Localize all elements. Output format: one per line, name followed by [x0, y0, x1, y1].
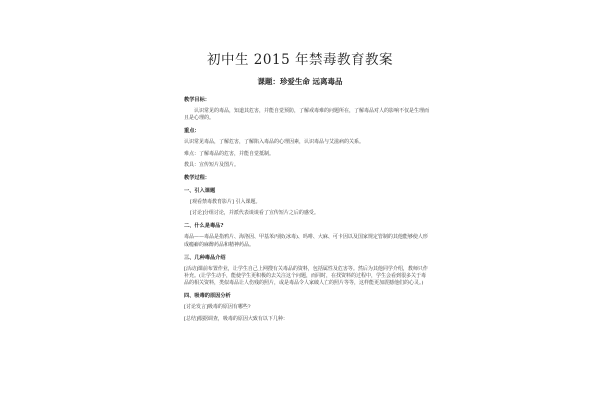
step4-heading: 四、吸毒的原因分析: [184, 293, 231, 300]
document-title: 初中生 2015 年禁毒教育教案: [207, 52, 393, 68]
step2-text: 毒品——毒品是指鸦片、海洛因、甲基苯丙胺(冰毒)、吗啡、大麻、可卡因以及国家规定管制的其他能够使人形成瘾癖的麻醉药品和精神药品。: [184, 234, 428, 248]
step2-heading: 二、什么是毒品?: [184, 223, 224, 230]
step4-paragraph-2: [总结]根据调查，吸毒的原因大致有以下几种：: [184, 315, 288, 322]
objective-text: 认识常见的毒品，知道其危害，并能自觉预防，了解戒毒难的问题所在，了解毒品对人的影响不仅是生理而且是心理的。: [184, 108, 430, 122]
process-heading: 教学过程：: [184, 175, 210, 182]
document-page: [170, 48, 430, 323]
step1-paragraph-1: [观看禁毒教育影片] 引入课题。: [190, 199, 261, 206]
objective-heading: 教学目标：: [184, 97, 210, 103]
step4-paragraph-1: [讨论发言]吸毒的原因有哪些?: [184, 304, 251, 311]
step1-heading: 一、引入课题: [184, 188, 216, 195]
materials-text: 教具：宣传短片及图片。: [184, 161, 240, 168]
step1-paragraph-2: [讨论]分组讨论，并派代表谈谈看了宣传短片之后的感受。: [190, 210, 319, 217]
step3-text: [活动]课前布置作业，让学生自己上网搜有关毒品的资料，包括属性及危害等。然后为其他同学介绍，教师只作补充。(让学生动手，能使学生更积极的去关注这个问题，而同时，在找资料的过程中，学生会看到很多关于毒品的相关资料，类似毒品让人伤残的照片，或是毒品令人家破人亡的照片等等，这样能更加震撼他们的心灵。): [184, 265, 428, 287]
key-points-text: 认识常见毒品，了解危害，了解陷入毒品的心理因素，认识毒品与艾滋病的关系。: [184, 139, 365, 146]
document-subtitle: 课题：珍爱生命 远离毒品: [257, 77, 343, 86]
step3-heading: 三、几种毒品介绍: [184, 254, 226, 261]
key-points-heading: 重点：: [184, 128, 200, 135]
difficulty-text: 难点：了解毒品的危害，并能自觉抵制。: [184, 150, 275, 157]
